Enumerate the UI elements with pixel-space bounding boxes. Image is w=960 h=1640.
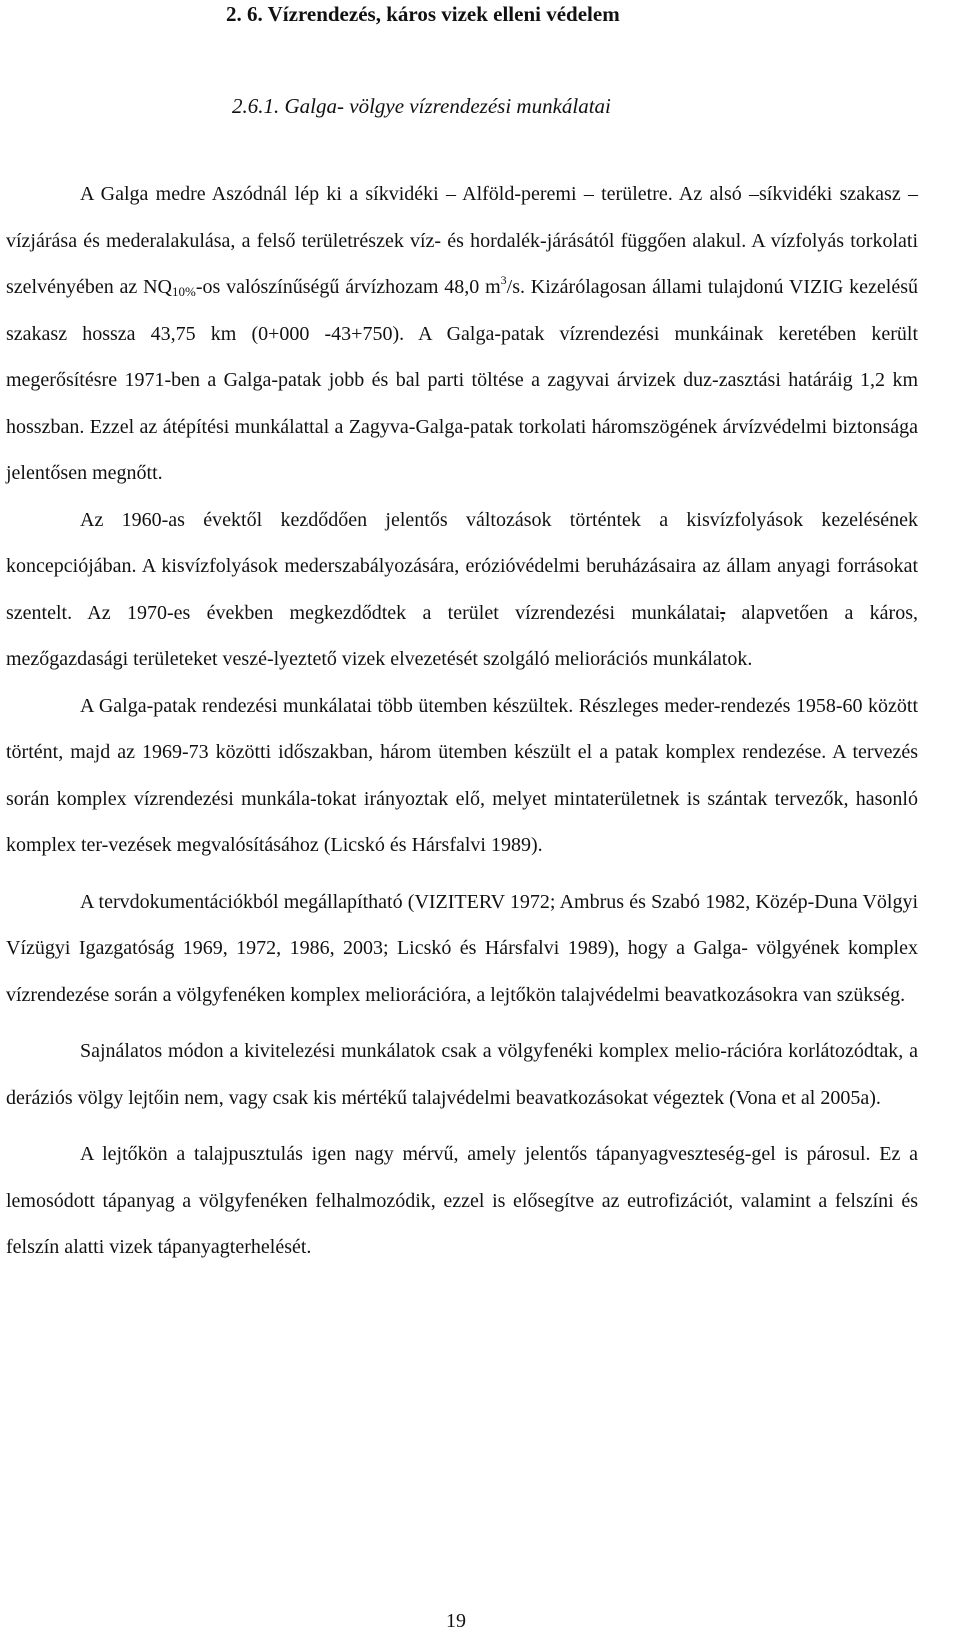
paragraph-1 [6,171,918,497]
paragraph-5: Sajnálatos módon a kivitelezési munkálatok csak a völgyfenéki komplex melio-rációra korlátozódtak, a deráziós völgy lejtőin nem, vagy csak kis mértékű talajvédelmi beavatkozásokat végeztek (Vona et al 2005a). [6,1040,918,1109]
paragraph-1-text-b: -os valószínűségű árvízhozam 48,0 m [195,276,501,298]
paragraph-2-text-a: Az 1960-as évektől kezdődően jelentős változások történtek a kisvízfolyások kezelésének koncepciójában. A kisvízfolyások mederszabályozására, erózióvédelmi beruházásaira az állam anyagi forrásokat szentelt. Az 1970-es években megkezdődtek a terület vízrendezési munkálatai [6,508,918,624]
superscript-3: 3 [500,273,507,287]
paragraph-2-text-b: alapvetően a káros, mezőgazdasági területeket veszé-lyeztető vizek elvezetését szolgáló meliorációs munkálatok. [6,601,918,670]
paragraph-1-text-c: /s. Kizárólagosan állami tulajdonú VIZIG kezelésű szakasz hossza 43,75 km (0+000 -43+750). A Galga-patak vízrendezési munkáinak keretében került megerősítésre 1971-ben a Galga-patak jobb és bal parti töltése a zagyvai árvizek duz-zasztási határáig 1,2 km hosszban. Ezzel az átépítési munkálattal a Zagyva-Galga-patak torkolati háromszögének árvízvédelmi biztonsága jelentősen megnőtt. [6,276,918,484]
body-text [6,171,918,1271]
paragraph-3: A Galga-patak rendezési munkálatai több ütemben készültek. Részleges meder-rendezés 1958-60 között történt, majd az 1969-73 közötti időszakban, három ütemben készült el a patak komplex rendezése. A tervezés során komplex vízrendezési munkála-tokat irányoztak elő, melyet mintaterületnek is szántak tervezők, hasonló komplex ter-vezések megvalósításához (Licskó és Hársfalvi 1989). [6,694,918,856]
page-number: 19 [446,1610,466,1632]
paragraph-4: A tervdokumentációkból megállapítható (VIZITERV 1972; Ambrus és Szabó 1982, Közép-Duna Völgyi Vízügyi Igazgatóság 1969, 1972, 1986, 2003; Licskó és Hársfalvi 1989), hogy a Galga- völgyének komplex vízrendezése során a völgyfenéken komplex meliorációra, a lejtőkön talajvédelmi beavatkozásokra van szükség. [6,890,918,1006]
paragraph-1-text-a: A Galga medre Aszódnál lép ki a síkvidéki – Alföld-peremi – területre. Az alsó –síkvidéki szakasz – vízjárása és mederalakulása, a felső területrészek víz- és hordalék-járásától függően alakul. A vízfolyás torkolati szelvényében az NQ [6,183,918,298]
paragraph-6: A lejtőkön a talajpusztulás igen nagy mérvű, amely jelentős tápanyagveszteség-gel is párosul. Ez a lemosódott tápanyag a völgyfenéken felhalmozódik, ezzel is elősegítve az eutrofizációt, valamint a felszíni és felszín alatti vizek tápanyagterhelését. [6,1143,918,1258]
struck-comma: , [720,601,726,624]
paragraph-2 [6,497,918,683]
subsection-heading: 2.6.1. Galga- völgye vízrendezési munkálatai [232,94,611,118]
section-heading: 2. 6. Vízrendezés, káros vizek elleni védelem [226,2,620,26]
subscript-10-percent: 10% [171,284,196,299]
